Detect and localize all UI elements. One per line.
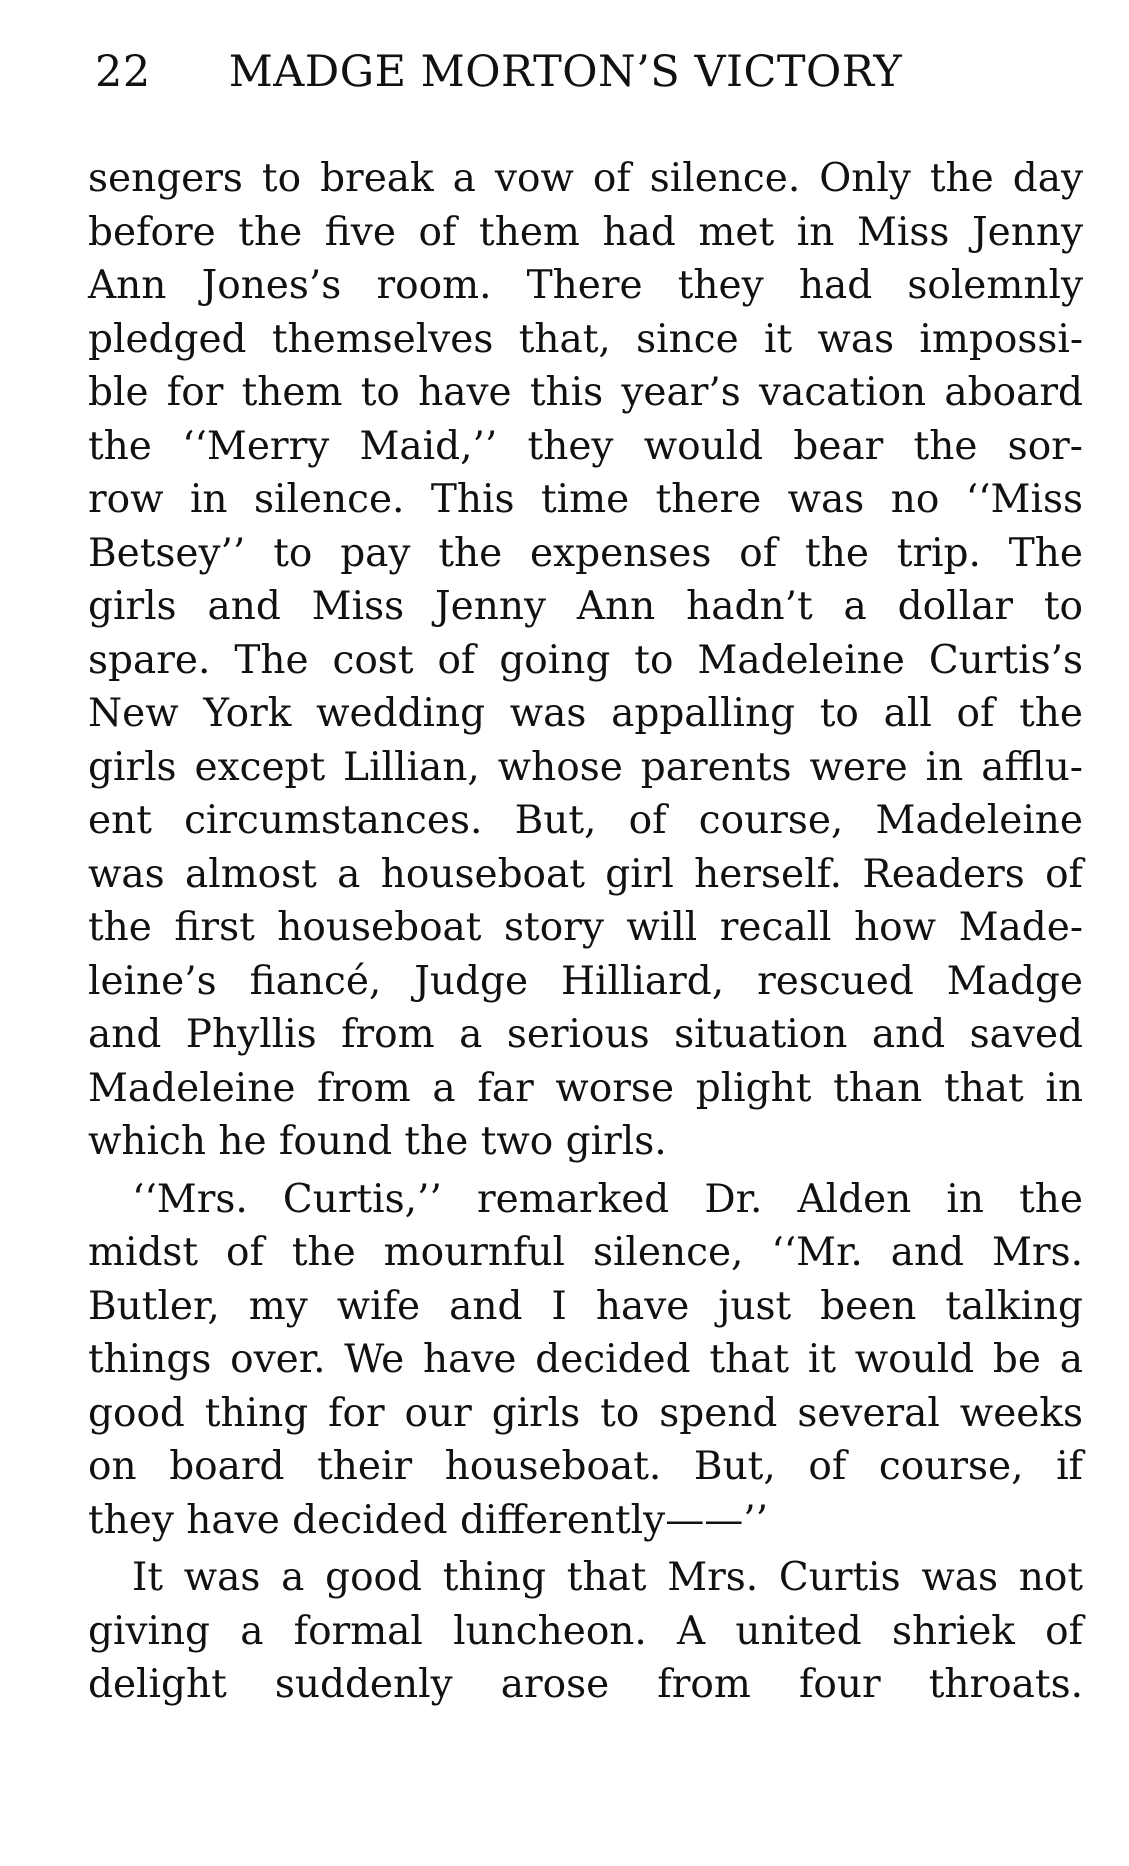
text-line: girls and Miss Jenny Ann hadn’t a dollar to xyxy=(88,584,1083,629)
text-line: the first houseboat story will recall how Made- xyxy=(88,905,1083,950)
text-line: row in silence. This time there was no ‘‘Miss xyxy=(88,477,1083,522)
text-line: on board their houseboat. But, of course, if xyxy=(88,1444,1083,1489)
text-line: pledged themselves that, since it was impossi- xyxy=(88,316,1083,362)
paragraph-start-line: It was a good thing that Mrs. Curtis was not xyxy=(132,1555,1083,1600)
text-line: ble for them to have this year’s vacation aboard xyxy=(88,370,1083,415)
text-line: delight suddenly arose from four throats. xyxy=(88,1662,1083,1707)
paragraph-end-line: which he found the two girls. xyxy=(88,1119,667,1164)
text-line: midst of the mournful silence, ‘‘Mr. and Mrs. xyxy=(88,1230,1083,1275)
paragraph-start-line: ‘‘Mrs. Curtis,’’ remarked Dr. Alden in the xyxy=(132,1176,1083,1222)
text-line: New York wedding was appalling to all of the xyxy=(88,691,1083,736)
running-title: MADGE MORTON’S VICTORY xyxy=(228,47,903,97)
body-text xyxy=(88,152,1083,1712)
text-line: Ann Jones’s room. There they had solemnly xyxy=(88,263,1083,308)
text-line: was almost a houseboat girl herself. Readers of xyxy=(88,851,1083,897)
text-line: the ‘‘Merry Maid,’’ they would bear the sor- xyxy=(88,423,1083,469)
text-line: leine’s fiancé, Judge Hilliard, rescued Madge xyxy=(88,958,1083,1004)
paragraph-end-line: they have decided differently——’’ xyxy=(88,1497,768,1543)
text-line: spare. The cost of going to Madeleine Curtis’s xyxy=(88,637,1083,683)
text-line: and Phyllis from a serious situation and saved xyxy=(88,1012,1083,1057)
text-line: ent circumstances. But, of course, Madeleine xyxy=(88,798,1083,843)
text-line: things over. We have decided that it would be a xyxy=(88,1337,1083,1382)
text-line: Madeleine from a far worse plight than that in xyxy=(88,1065,1083,1111)
text-line: Betsey’’ to pay the expenses of the trip. The xyxy=(88,530,1083,576)
text-line: girls except Lillian, whose parents were in afflu- xyxy=(88,744,1083,790)
text-line: giving a formal luncheon. A united shriek of xyxy=(88,1608,1083,1654)
text-line: Butler, my wife and I have just been talking xyxy=(88,1283,1083,1329)
text-line: good thing for our girls to spend several weeks xyxy=(88,1390,1083,1436)
page-number: 22 xyxy=(95,47,151,97)
text-line: before the five of them had met in Miss Jenny xyxy=(88,209,1083,255)
text-line: sengers to break a vow of silence. Only the day xyxy=(88,156,1083,201)
running-head xyxy=(95,42,995,102)
